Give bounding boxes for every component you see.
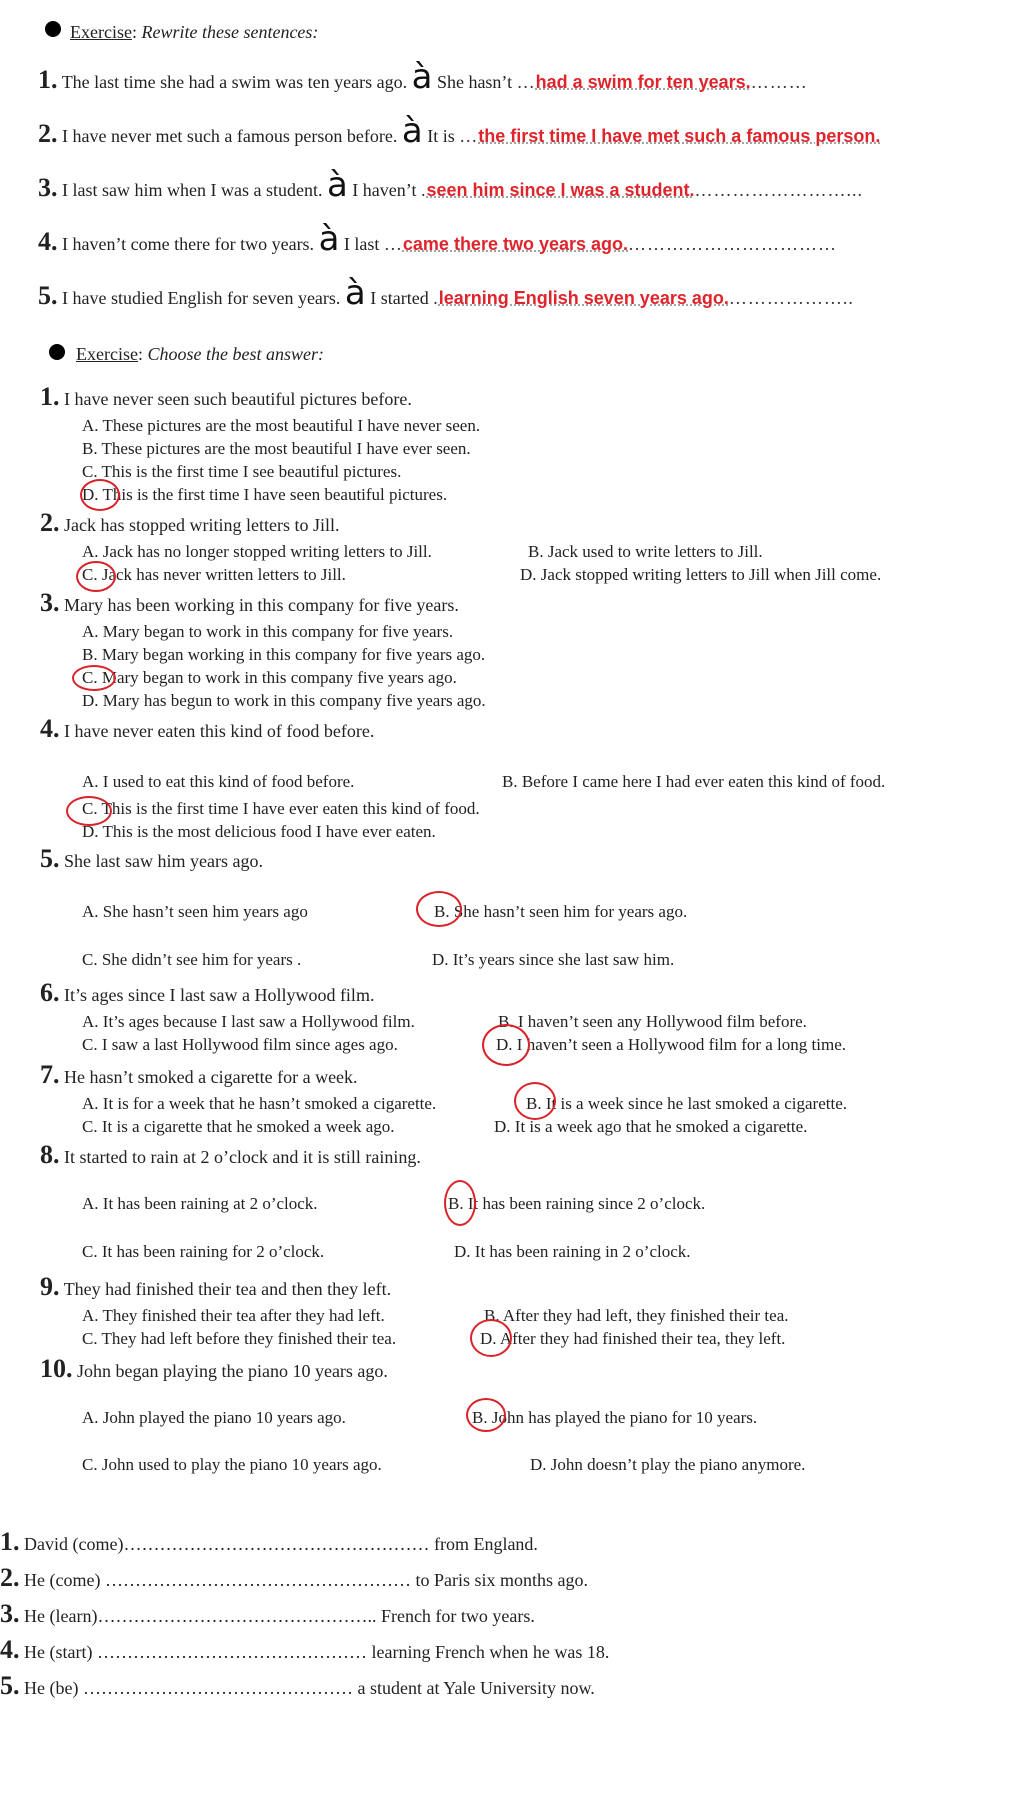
option-4a: A. I used to eat this kind of food before. — [82, 772, 355, 791]
option-5d: D. It’s years since she last saw him. — [432, 950, 675, 969]
answer-circle-7b — [514, 1082, 556, 1120]
arrow-icon: à — [411, 57, 433, 97]
option-7d: D. It is a week ago that he smoked a cigarette. — [494, 1117, 808, 1136]
option-6a: A. It’s ages because I last saw a Hollywood film. — [82, 1012, 415, 1031]
fill-item-1: 1. David (come)…………………………………………… from England. — [0, 1527, 538, 1556]
option-2c: C. Jack has never written letters to Jill. — [82, 565, 346, 584]
arrow-icon: à — [344, 273, 366, 313]
option-9c: C. They had left before they finished their tea. — [82, 1329, 397, 1348]
question-6: 6. It’s ages since I last saw a Hollywood film. — [40, 978, 375, 1007]
option-7b: B. It is a week since he last smoked a cigarette. — [526, 1094, 847, 1113]
option-10a: A. John played the piano 10 years ago. — [82, 1408, 346, 1427]
answer-text: came there two years ago. — [402, 234, 629, 254]
exercise1-heading: Exercise: Rewrite these sentences: — [70, 22, 319, 42]
rewrite-item-3: 3. I last saw him when I was a student. à I haven’t .seen him since I was a student.……………………... — [38, 165, 864, 205]
option-10c: C. John used to play the piano 10 years ago. — [82, 1455, 382, 1474]
answer-circle-3c — [72, 665, 116, 691]
question-2: 2. Jack has stopped writing letters to Jill. — [40, 508, 340, 537]
option-1c: C. This is the first time I see beautiful pictures. — [82, 462, 402, 481]
arrow-icon: à — [401, 111, 423, 151]
answer-circle-4c — [66, 796, 112, 826]
fill-item-4: 4. He (start) ……………………………………… learning French when he was 18. — [0, 1635, 610, 1664]
answer-circle-10b — [466, 1398, 506, 1432]
answer-circle-6d — [482, 1024, 530, 1066]
fill-item-3: 3. He (learn)……………………………………….. French for two years. — [0, 1599, 535, 1628]
bullet-icon — [49, 344, 65, 360]
answer-circle-9d — [470, 1319, 512, 1357]
option-6c: C. I saw a last Hollywood film since ages ago. — [82, 1035, 398, 1054]
option-2a: A. Jack has no longer stopped writing letters to Jill. — [82, 542, 432, 561]
option-10d: D. John doesn’t play the piano anymore. — [530, 1455, 806, 1474]
answer-circle-2c — [76, 561, 116, 592]
option-3a: A. Mary began to work in this company for five years. — [82, 622, 454, 641]
bullet-icon — [45, 21, 61, 37]
question-4: 4. I have never eaten this kind of food before. — [40, 714, 375, 743]
option-8d: D. It has been raining in 2 o’clock. — [454, 1242, 691, 1261]
answer-text: had a swim for ten years. — [535, 72, 751, 92]
arrow-icon: à — [326, 165, 348, 205]
rewrite-item-1: 1. The last time she had a swim was ten years ago. à She hasn’t …had a swim for ten years.……… — [38, 57, 808, 97]
answer-circle-8b — [444, 1180, 476, 1226]
option-1b: B. These pictures are the most beautiful I have ever seen. — [82, 439, 471, 458]
answer-text: learning English seven years ago. — [438, 288, 729, 308]
question-7: 7. He hasn’t smoked a cigarette for a week. — [40, 1060, 358, 1089]
option-9a: A. They finished their tea after they had left. — [82, 1306, 385, 1325]
rewrite-item-4: 4. I haven’t come there for two years. à I last …came there two years ago.…………………………… — [38, 219, 838, 259]
answer-text: seen him since I was a student. — [426, 180, 695, 200]
option-6d: D. I haven’t seen a Hollywood film for a long time. — [496, 1035, 846, 1054]
option-9b: B. After they had left, they finished their tea. — [484, 1306, 789, 1325]
option-9d: D. After they had finished their tea, they left. — [480, 1329, 786, 1348]
option-5c: C. She didn’t see him for years . — [82, 950, 302, 969]
question-10: 10. John began playing the piano 10 years ago. — [40, 1354, 388, 1383]
option-2d: D. Jack stopped writing letters to Jill when Jill come. — [520, 565, 882, 584]
option-8b: B. It has been raining since 2 o’clock. — [448, 1194, 706, 1213]
option-8c: C. It has been raining for 2 o’clock. — [82, 1242, 325, 1261]
fill-item-2: 2. He (come) …………………………………………… to Paris six months ago. — [0, 1563, 588, 1592]
option-3b: B. Mary began working in this company for five years ago. — [82, 645, 486, 664]
question-8: 8. It started to rain at 2 o’clock and it is still raining. — [40, 1140, 421, 1169]
option-8a: A. It has been raining at 2 o’clock. — [82, 1194, 318, 1213]
option-4b: B. Before I came here I had ever eaten this kind of food. — [502, 772, 886, 791]
rewrite-item-2: 2. I have never met such a famous person before. à It is …the first time I have met such a famous person. — [38, 111, 881, 151]
answer-circle-5b — [416, 891, 462, 927]
rewrite-item-5: 5. I have studied English for seven years. à I started .learning English seven years ago.……………….. — [38, 273, 854, 313]
option-6b: B. I haven’t seen any Hollywood film before. — [498, 1012, 807, 1031]
option-10b: B. John has played the piano for 10 years. — [472, 1408, 758, 1427]
option-1d: D. This is the first time I have seen beautiful pictures. — [82, 485, 448, 504]
option-1a: A. These pictures are the most beautiful I have never seen. — [82, 416, 481, 435]
option-5b: B. She hasn’t seen him for years ago. — [434, 902, 688, 921]
option-3d: D. Mary has begun to work in this company five years ago. — [82, 691, 486, 710]
answer-circle-1d — [80, 479, 120, 511]
option-5a: A. She hasn’t seen him years ago — [82, 902, 308, 921]
option-7c: C. It is a cigarette that he smoked a week ago. — [82, 1117, 395, 1136]
question-9: 9. They had finished their tea and then they left. — [40, 1272, 392, 1301]
option-3c: C. Mary began to work in this company five years ago. — [82, 668, 457, 687]
option-2b: B. Jack used to write letters to Jill. — [528, 542, 763, 561]
exercise2-heading: Exercise: Choose the best answer: — [76, 344, 324, 364]
option-7a: A. It is for a week that he hasn’t smoked a cigarette. — [82, 1094, 437, 1113]
question-1: 1. I have never seen such beautiful pictures before. — [40, 382, 412, 411]
option-4d: D. This is the most delicious food I have ever eaten. — [82, 822, 436, 841]
question-3: 3. Mary has been working in this company for five years. — [40, 588, 459, 617]
answer-text: the first time I have met such a famous person. — [478, 126, 881, 146]
arrow-icon: à — [318, 219, 340, 259]
fill-item-5: 5. He (be) ……………………………………… a student at Yale University now. — [0, 1671, 595, 1700]
question-5: 5. She last saw him years ago. — [40, 844, 263, 873]
option-4c: C. This is the first time I have ever eaten this kind of food. — [82, 799, 480, 818]
